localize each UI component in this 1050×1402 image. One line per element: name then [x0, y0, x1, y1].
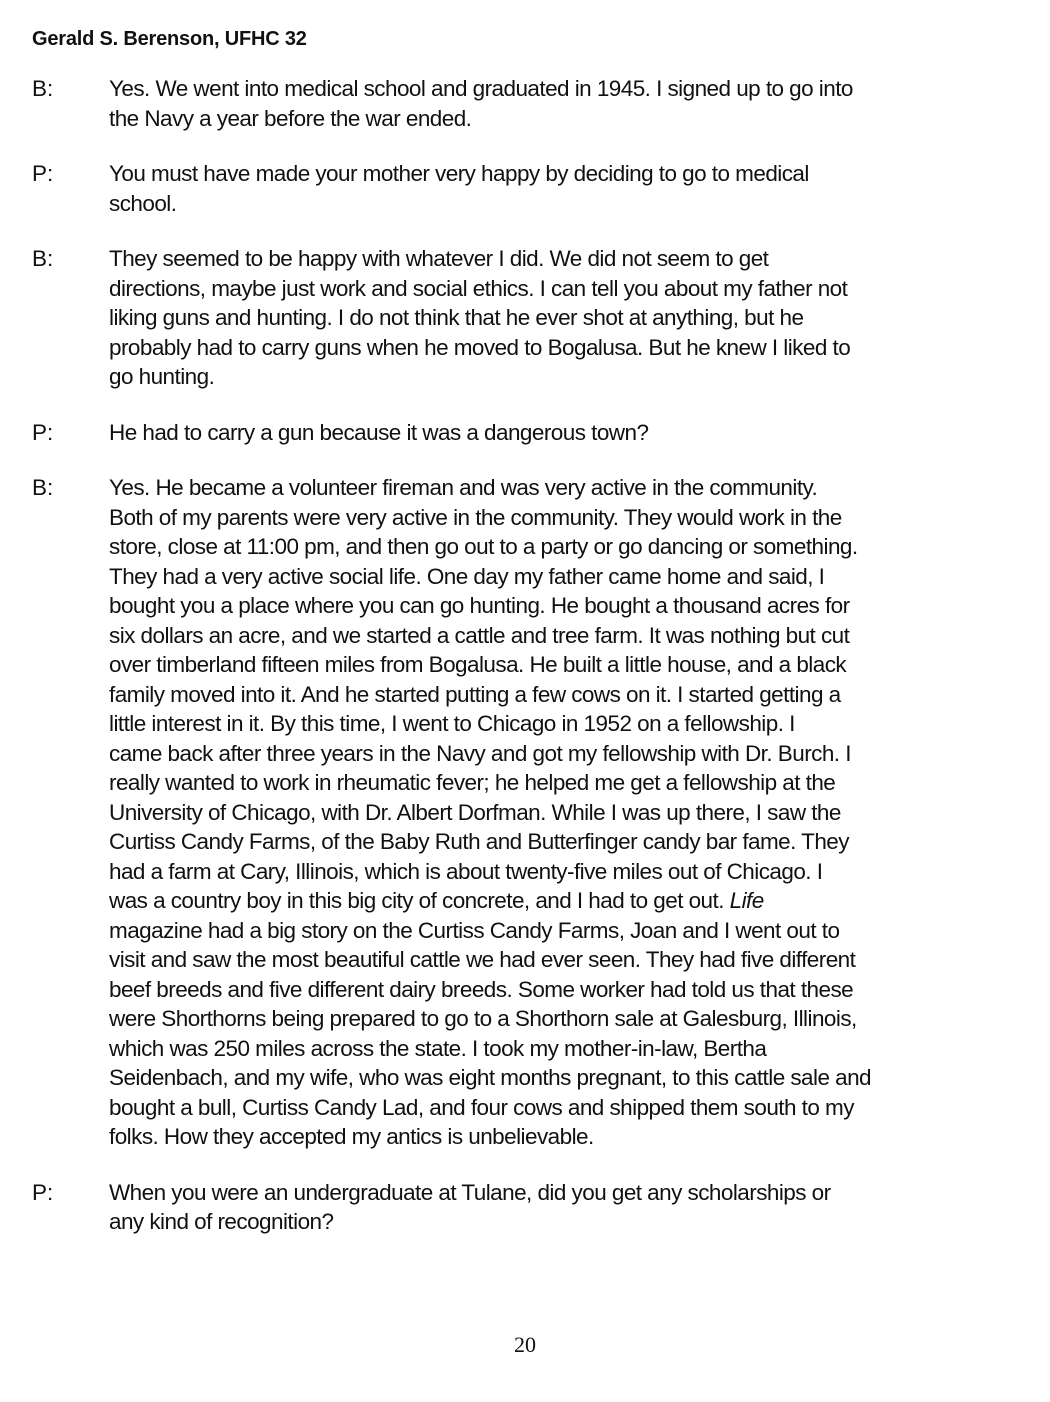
text-line: go hunting. — [109, 364, 215, 389]
text-line: were Shorthorns being prepared to go to a Shorthorn sale at Galesburg, Illinois, — [109, 1006, 857, 1031]
magazine-title: Life — [729, 888, 764, 913]
text-line: beef breeds and five different dairy breeds. Some worker had told us that these — [109, 976, 854, 1002]
text-line: over timberland fifteen miles from Bogalusa. He built a little house, and a black — [109, 652, 847, 677]
text-line: visit and saw the most beautiful cattle we had ever seen. They had five different — [109, 947, 856, 972]
transcript-turn — [32, 473, 1022, 1152]
text-line: any kind of recognition? — [109, 1209, 334, 1234]
speaker-label: B: — [32, 475, 54, 500]
transcript-turn — [32, 418, 1022, 448]
text-line: They seemed to be happy with whatever I did. We did not seem to get — [109, 246, 769, 271]
text-line: directions, maybe just work and social ethics. I can tell you about my father not — [109, 275, 848, 301]
text-line: When you were an undergraduate at Tulane, did you get any scholarships or — [109, 1179, 831, 1205]
text-line: You must have made your mother very happy by deciding to go to medical — [109, 161, 809, 186]
transcript-turn — [32, 74, 1022, 133]
transcript — [32, 74, 1022, 1263]
text-line: magazine had a big story on the Curtiss Candy Farms, Joan and I went out to — [109, 917, 840, 943]
transcript-turn — [32, 159, 1022, 218]
text-line: really wanted to work in rheumatic fever; he helped me get a fellowship at the — [109, 770, 836, 795]
page-number: 20 — [514, 1332, 536, 1357]
transcript-turn — [32, 244, 1022, 392]
speaker-label: P: — [32, 161, 54, 186]
transcript-turn — [32, 1178, 1022, 1237]
text-line: Curtiss Candy Farms, of the Baby Ruth and Butterfinger candy bar fame. They — [109, 829, 849, 854]
speaker-label: P: — [32, 419, 54, 445]
text-line: bought you a place where you can go hunting. He bought a thousand acres for — [109, 593, 850, 618]
text-line: store, close at 11:00 pm, and then go out to a party or go dancing or something. — [109, 534, 858, 559]
text-line: Yes. We went into medical school and graduated in 1945. I signed up to go into — [109, 76, 853, 101]
text-line: came back after three years in the Navy and got my fellowship with Dr. Burch. I — [109, 740, 851, 766]
page-header: Gerald S. Berenson, UFHC 32 — [32, 28, 307, 50]
text-line: little interest in it. By this time, I went to Chicago in 1952 on a fellowship. I — [109, 711, 795, 736]
text-line: was a country boy in this big city of concrete, and I had to get out. Life — [109, 888, 764, 913]
text-line: liking guns and hunting. I do not think that he ever shot at anything, but he — [109, 305, 804, 330]
turn-text — [109, 418, 1022, 448]
text-line: had a farm at Cary, Illinois, which is about twenty-five miles out of Chicago. I — [109, 858, 823, 884]
text-line: They had a very active social life. One day my father came home and said, I — [109, 563, 825, 589]
turn-text — [109, 159, 1022, 218]
text-line: folks. How they accepted my antics is unbelievable. — [109, 1124, 594, 1149]
text-line: He had to carry a gun because it was a dangerous town? — [109, 419, 649, 445]
text-line: Both of my parents were very active in the community. They would work in the — [109, 504, 842, 530]
turn-text — [109, 74, 1022, 133]
text-line: Seidenbach, and my wife, who was eight months pregnant, to this cattle sale and — [109, 1065, 872, 1090]
text-line: school. — [109, 190, 177, 216]
text-line: six dollars an acre, and we started a cattle and tree farm. It was nothing but cut — [109, 622, 850, 648]
text-line: Yes. He became a volunteer fireman and was very active in the community. — [109, 475, 818, 500]
text-line: University of Chicago, with Dr. Albert Dorfman. While I was up there, I saw the — [109, 799, 841, 825]
turn-text — [109, 244, 1022, 392]
speaker-label: P: — [32, 1179, 54, 1205]
turn-text — [109, 1178, 1022, 1237]
text-line: family moved into it. And he started putting a few cows on it. I started getting a — [109, 681, 841, 707]
text-line: the Navy a year before the war ended. — [109, 105, 472, 131]
turn-text — [109, 473, 1022, 1152]
speaker-label: B: — [32, 76, 54, 101]
text-line: probably had to carry guns when he moved to Bogalusa. But he knew I liked to — [109, 334, 851, 360]
text-line: which was 250 miles across the state. I took my mother-in-law, Bertha — [109, 1035, 767, 1061]
text-line: bought a bull, Curtiss Candy Lad, and four cows and shipped them south to my — [109, 1094, 854, 1120]
speaker-label: B: — [32, 246, 54, 271]
